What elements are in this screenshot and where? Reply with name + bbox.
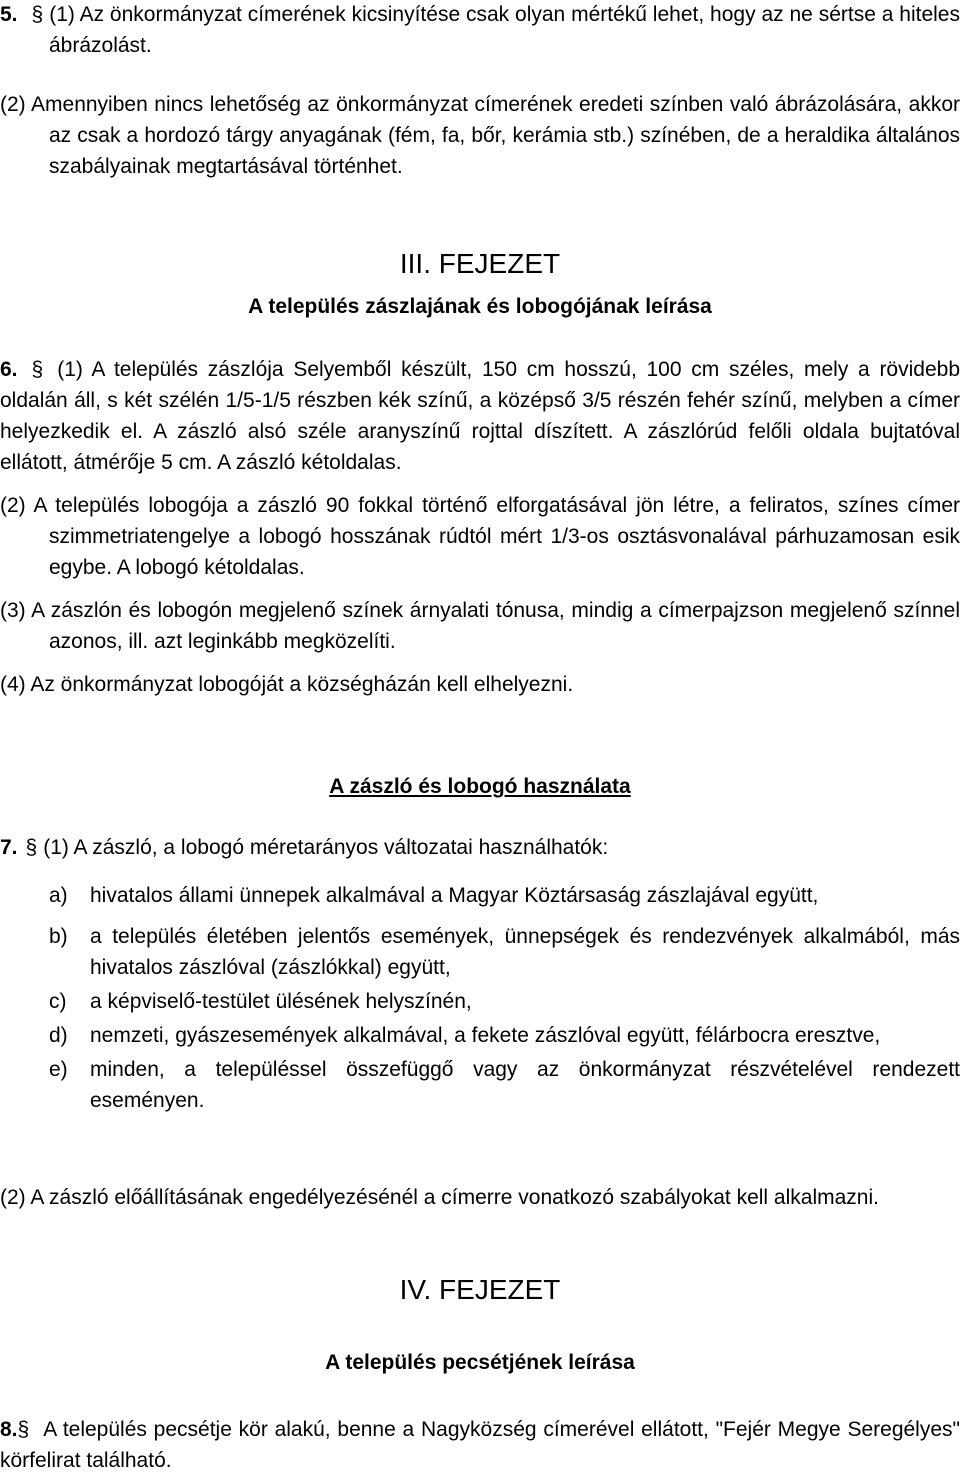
section-7-part-2 — [0, 1182, 960, 1213]
list-item-text: hivatalos állami ünnepek alkalmával a Magyar Köztársaság zászlajával együtt, — [90, 884, 819, 907]
chapter-heading: III. FEJEZET — [399, 248, 561, 279]
list-item-label: c) — [49, 990, 67, 1013]
section-number: 5. — [0, 3, 18, 26]
section-5-paragraph-1 — [0, 0, 960, 61]
section-symbol: § — [17, 1418, 30, 1441]
section-6-paragraph-3: (3) A zászlón és lobogón megjelenő színek árnyalati tónusa, mindig a címerpajzson megjelenő színnel azonos, ill. azt leginkább megközelíti. — [0, 599, 960, 653]
section-7-paragraph-1 — [0, 832, 960, 863]
list-item-text: a képviselő-testület ülésének helyszínén, — [90, 990, 472, 1013]
chapter-3 — [0, 247, 960, 322]
list-item-label: a) — [49, 884, 68, 907]
list-item-label: e) — [49, 1058, 68, 1081]
paragraph-text: A település pecsétje kör alakú, benne a Nagyközség címerével ellátott, "Fejér Megye Seregélyes" körfelirat található. — [0, 1418, 960, 1472]
section-6-paragraph-2: (2) A település lobogója a zászló 90 fokkal történő elforgatásával jön létre, a feliratos, színes címer szimmetriatengelye a lobogó hosszának rúdtól mért 1/3-os osztásvonalával párhuzamosan esik egybe. A lobogó kétoldalas. — [0, 494, 960, 579]
section-8-paragraph-1 — [0, 1414, 960, 1476]
chapter-heading: IV. FEJEZET — [399, 1274, 561, 1305]
section-5 — [0, 0, 960, 182]
list-item — [49, 986, 960, 1017]
paragraph-text: (1) A zászló, a lobogó méretarányos változatai használhatók: — [43, 836, 609, 859]
chapter-title: A település zászlajának és lobogójának leírása — [248, 295, 712, 318]
section-number: 6. — [0, 358, 18, 381]
section-symbol: § — [25, 836, 38, 859]
section-6-paragraph-4: (4) Az önkormányzat lobogóját a községházán kell elhelyezni. — [0, 673, 574, 696]
list-item-text: a település életében jelentős események, ünnepségek és rendezvények alkalmából, más hivatalos zászlóval (zászlókkal) együtt, — [90, 925, 960, 979]
section-5-paragraph-2: (2) Amennyiben nincs lehetőség az önkormányzat címerének eredeti színben való ábrázolására, akkor az csak a hordozó tárgy anyagának (fém, fa, bőr, kerámia stb.) színében, de a heraldika általános szabályainak megtartásával történhet. — [0, 93, 960, 178]
usage-block — [0, 771, 960, 802]
paragraph-text: (1) Az önkormányzat címerének kicsinyítése csak olyan mértékű lehet, hogy az ne sértse a hiteles ábrázolást. — [49, 3, 960, 57]
usage-list — [49, 880, 960, 1116]
section-6 — [0, 354, 960, 700]
list-item-text: nemzeti, gyászesemények alkalmával, a fekete zászlóval együtt, félárbocra eresztve, — [90, 1024, 881, 1047]
section-number: 8. — [0, 1418, 18, 1441]
section-8 — [0, 1414, 960, 1476]
list-item-text: minden, a településsel összefüggő vagy az önkormányzat részvételével rendezett eseményen. — [90, 1058, 960, 1112]
paragraph-text: (1) A település zászlója Selyemből készült, 150 cm hosszú, 100 cm széles, mely a rövidebb oldalán áll, s két szélén 1/5-1/5 részben kék színű, a középső 3/5 részén fehér színű, melyben a címer helyezkedik el. A zászló alsó széle aranyszínű rojttal díszített. A zászlórúd felőli oldala bujtatóval ellátott, átmérője 5 cm. A zászló kétoldalas. — [0, 358, 960, 474]
section-symbol: § — [31, 358, 44, 381]
list-item — [49, 1020, 960, 1051]
list-item-label: b) — [49, 925, 68, 948]
chapter-title: A település pecsétjének leírása — [325, 1351, 635, 1374]
list-item — [49, 921, 960, 983]
section-6-paragraph-1 — [0, 354, 960, 478]
chapter-4 — [0, 1273, 960, 1378]
list-item-label: d) — [49, 1024, 68, 1047]
section-symbol: § — [31, 3, 44, 26]
usage-title: A zászló és lobogó használata — [329, 775, 631, 798]
section-7 — [0, 832, 960, 863]
list-item — [49, 1054, 960, 1116]
list-item — [49, 880, 960, 911]
section-number: 7. — [0, 836, 18, 859]
section-7-paragraph-2: (2) A zászló előállításának engedélyezésénél a címerre vonatkozó szabályokat kell alkalmazni. — [0, 1186, 879, 1209]
